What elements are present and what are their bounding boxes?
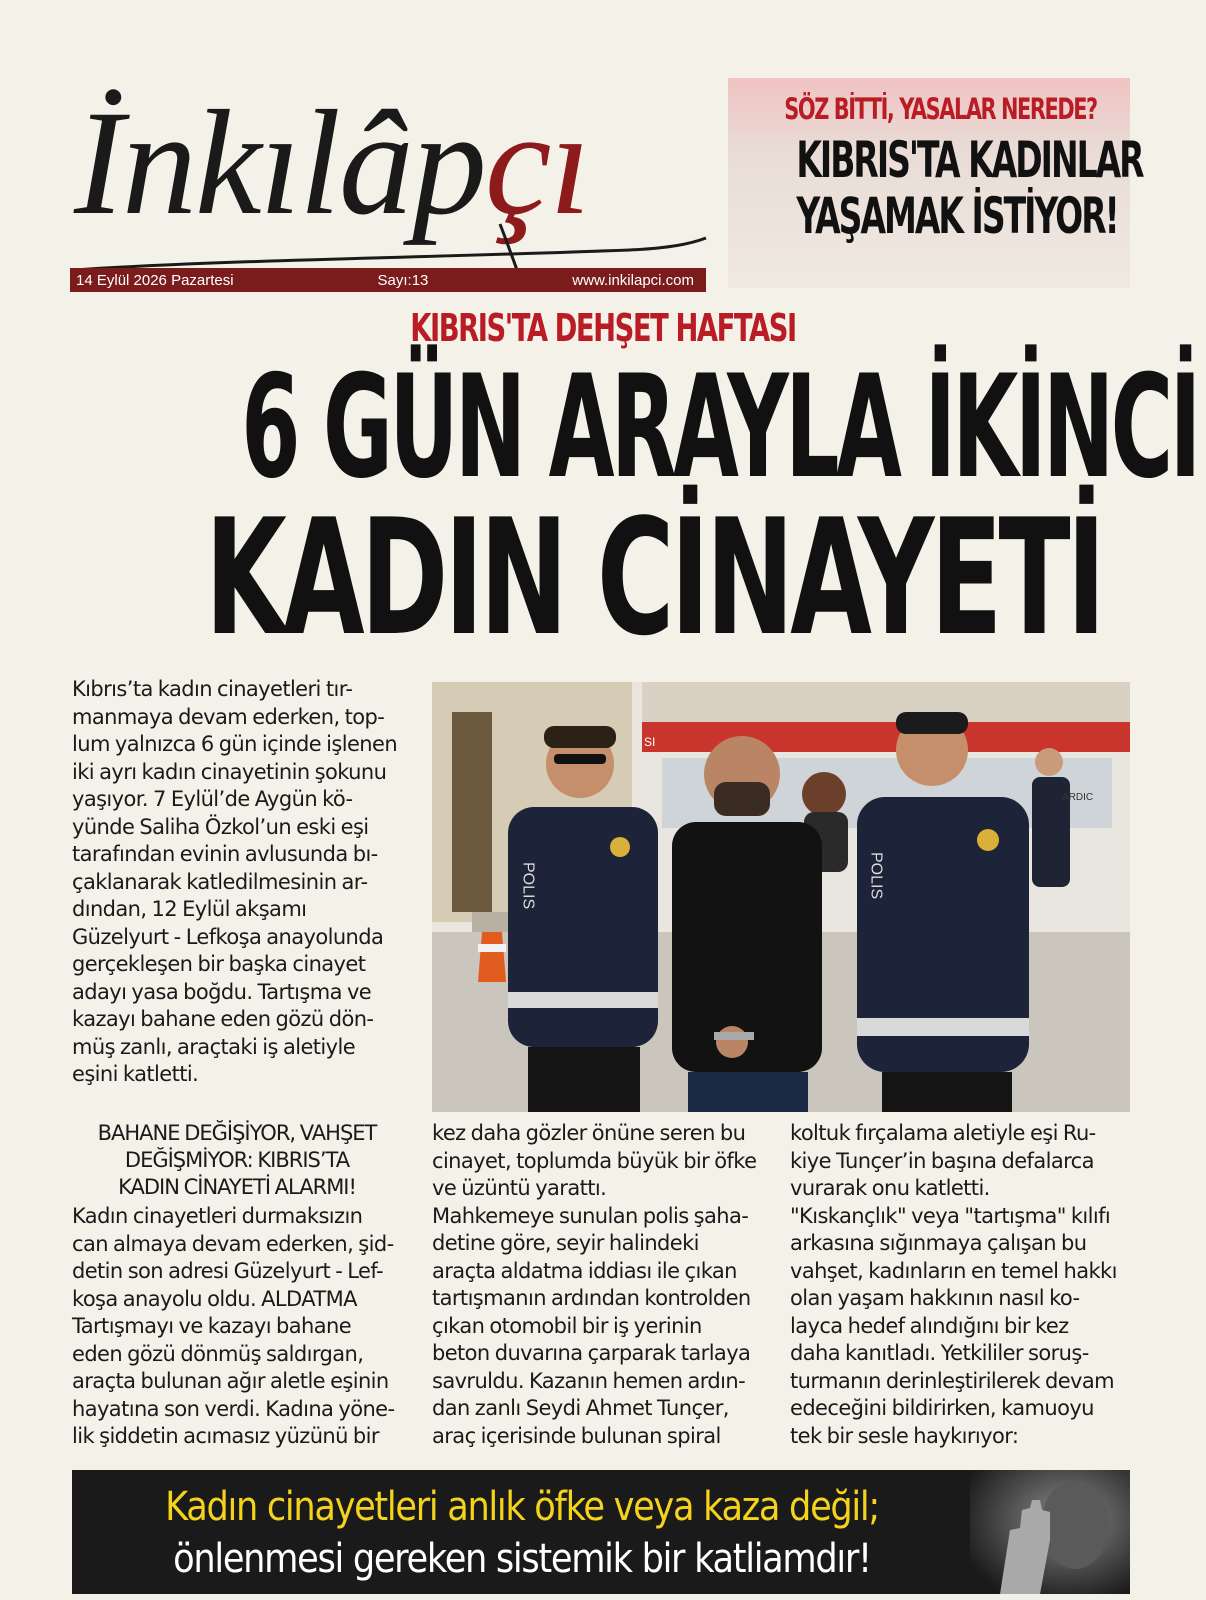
text-line: adayı yasa boğdu. Tartışma ve <box>72 979 372 1004</box>
text-line: yünde Saliha Özkol’un eski eşi <box>72 814 369 839</box>
issue-date: 14 Eylül 2026 Pazartesi <box>76 271 234 289</box>
text-line: kiye Tunçer’in başına defalarca <box>790 1148 1094 1173</box>
text-line: vahşet, kadınların en temel hakkı <box>790 1258 1117 1283</box>
text-line: tek bir sesle haykırıyor: <box>790 1423 1019 1448</box>
text-line: arkasına sığınmaya çalışan bu <box>790 1231 1087 1255</box>
text-line: dan zanlı Seydi Ahmet Tunçer, <box>432 1396 729 1420</box>
text-line: yaşıyor. 7 Eylül’de Aygün kö- <box>72 787 353 811</box>
text-line: detine göre, seyir halindeki <box>432 1231 699 1255</box>
text-line: DEĞİŞMİYOR: KIBRIS’TA <box>124 1148 350 1172</box>
text-line: Kıbrıs’ta kadın cinayetleri tır- <box>72 677 353 701</box>
arrest-photo <box>432 682 1130 1112</box>
masthead <box>70 70 710 300</box>
headline-line-1: 6 GÜN ARAYLA İKİNCİ <box>241 345 1198 510</box>
banner-line-2: önlenmesi gereken sistemik bir katliamdır! <box>173 1536 871 1582</box>
text-line: KADIN CİNAYETİ ALARMI! <box>118 1175 356 1199</box>
article-column-1 <box>72 1120 402 1451</box>
text-line: çıkan otomobil bir iş yerinin <box>432 1313 702 1338</box>
promo-kicker: SÖZ BİTTİ, YASALAR NEREDE? <box>784 92 1097 126</box>
text-line: koltuk fırçalama aletiyle eşi Ru- <box>790 1121 1096 1145</box>
text-line: lum yalnızca 6 gün içinde işlenen <box>72 732 398 756</box>
text-line: kez daha gözler önüne seren bu <box>432 1121 746 1145</box>
text-line: tarafından evinin avlusunda bı- <box>72 842 378 866</box>
article-column-2 <box>432 1120 774 1450</box>
right-officer-vest-label: POLIS <box>867 852 885 900</box>
text-line: kazayı bahane eden gözü dön- <box>72 1007 374 1031</box>
text-line: beton duvarına çarparak tarlaya <box>432 1341 751 1365</box>
text-line: edeceğini bildirirken, kamuoyu <box>790 1396 1094 1420</box>
text-line: müş zanlı, araçtaki iş aletiyle <box>72 1034 356 1059</box>
text-line: savruldu. Kazanın hemen ardın- <box>432 1368 746 1393</box>
text-line: iki ayrı kadın cinayetinin şokunu <box>72 759 387 784</box>
text-line: gerçekleşen bir başka cinayet <box>72 952 366 976</box>
supertitle: KIBRIS'TA DEHŞET HAFTASI <box>410 306 796 350</box>
text-line: eşini katletti. <box>72 1062 199 1086</box>
text-line: çaklanarak katledilmesinin ar- <box>72 869 368 894</box>
text-line: Mahkemeye sunulan polis şaha- <box>432 1203 749 1228</box>
newspaper-logo <box>70 70 710 270</box>
logo-text-red: çı <box>484 80 590 246</box>
text-line: olan yaşam hakkının nasıl ko- <box>790 1286 1080 1310</box>
logo-text-dark: İnkılâp <box>74 80 485 246</box>
banner-woman-hand-image <box>970 1470 1130 1594</box>
text-line: ve üzüntü yarattı. <box>432 1176 607 1200</box>
issue-number: Sayı:13 <box>377 271 429 289</box>
text-line: detin son adresi Güzelyurt - Lef- <box>72 1259 383 1283</box>
section-subhead <box>72 1120 402 1201</box>
text-line: turmanın derinleştirilerek devam <box>790 1368 1115 1393</box>
text-line: tartışmanın ardından kontrolden <box>432 1286 751 1310</box>
text-line: BAHANE DEĞİŞİYOR, VAHŞET <box>97 1121 377 1145</box>
headline-line-2: KADIN CİNAYETİ <box>205 484 1102 671</box>
photo-street-sign: ARDIC <box>1062 792 1094 803</box>
promo-headline-line-1: KIBRIS'TA KADINLAR <box>796 131 1143 189</box>
text-line: araçta bulunan ağır aletle eşinin <box>72 1369 389 1393</box>
logo-wordmark <box>74 80 590 246</box>
text-line: koşa anayolu oldu. ALDATMA <box>72 1286 357 1311</box>
left-officer-vest-label: POLIS <box>519 862 537 910</box>
arrest-photo-illustration <box>432 682 1130 1112</box>
text-line: manmaya devam ederken, top- <box>72 704 385 729</box>
photo-building-sign: SI <box>644 735 656 749</box>
text-line: can almaya devam ederken, şid- <box>72 1231 394 1256</box>
promo-headline-line-2: YAŞAMAK İSTİYOR! <box>796 187 1118 245</box>
text-line: araçta aldatma iddiası ile çıkan <box>432 1258 737 1283</box>
text-line: layca hedef alındığını bir kez <box>790 1313 1069 1338</box>
text-line: araç içerisinde bulunan spiral <box>432 1423 721 1448</box>
text-line: daha kanıtladı. Yetkililer soruş- <box>790 1341 1089 1365</box>
bottom-banner <box>72 1470 1130 1594</box>
text-line: lik şiddetin acımasız yüzünü bir <box>72 1424 379 1448</box>
text-line: eden gözü dönmüş saldırgan, <box>72 1341 364 1366</box>
lead-paragraph <box>72 676 402 1089</box>
text-line: Kadın cinayetleri durmaksızın <box>72 1204 363 1228</box>
text-line: cinayet, toplumda büyük bir öfke <box>432 1148 757 1173</box>
text-line: vurarak onu katletti. <box>790 1176 990 1200</box>
website-link[interactable]: www.inkilapci.com <box>572 271 694 289</box>
text-line: Tartışmayı ve kazayı bahane <box>72 1314 352 1338</box>
text-line: Güzelyurt - Lefkoşa anayolunda <box>72 924 384 949</box>
promo-box <box>728 78 1143 288</box>
banner-line-1: Kadın cinayetleri anlık öfke veya kaza değil; <box>165 1484 879 1530</box>
column-1-text <box>72 1203 402 1451</box>
masthead-info-bar <box>70 268 706 292</box>
text-line: dından, 12 Eylül akşamı <box>72 897 307 921</box>
article-column-3 <box>790 1120 1132 1450</box>
text-line: "Kıskançlık" veya "tartışma" kılıfı <box>790 1203 1111 1228</box>
text-line: hayatına son verdi. Kadına yöne- <box>72 1396 395 1421</box>
